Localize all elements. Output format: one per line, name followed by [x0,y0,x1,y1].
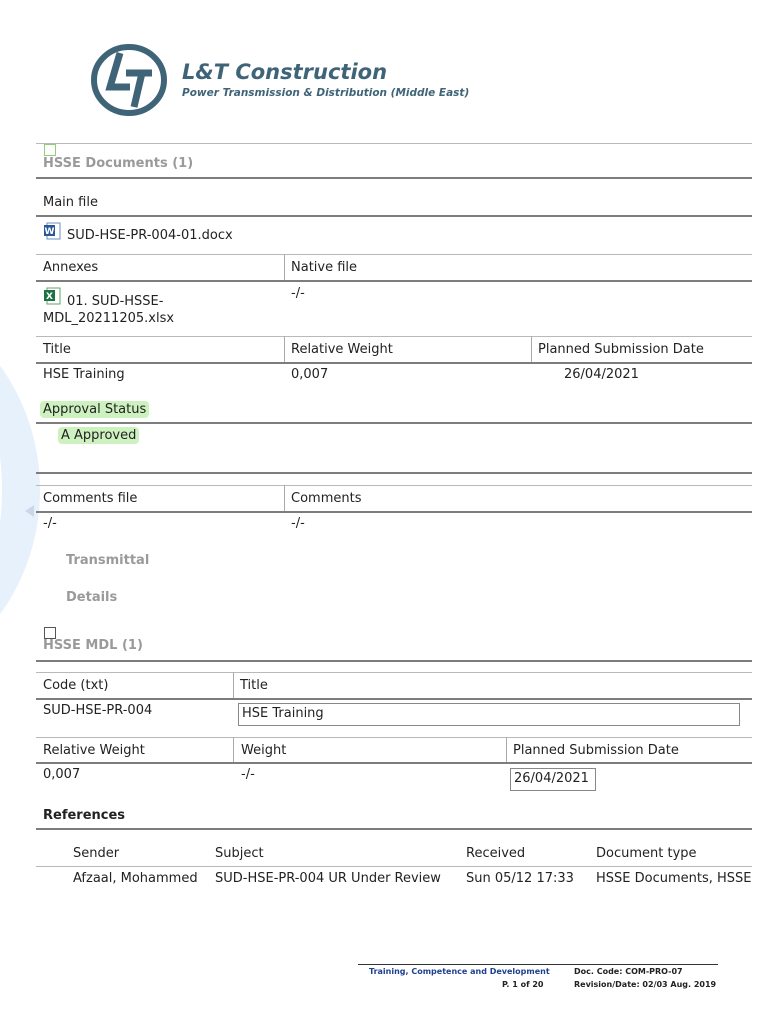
main-file-link[interactable]: SUD-HSE-PR-004-01.docx [67,228,233,243]
hsse-documents-title: HSSE Documents (1) [43,156,194,171]
native-file-label: Native file [291,260,358,275]
divider [36,672,752,673]
svg-text:X: X [46,292,53,302]
footer-section: Training, Competence and Development [369,967,550,976]
divider [36,485,752,486]
divider [36,254,752,255]
company-name: L&T Construction [182,60,388,84]
approval-status-badge: A Approved [58,427,139,444]
footer-page: P. 1 of 20 [502,980,544,989]
cell-document-type: HSSE Documents, HSSE [596,871,752,886]
divider [36,143,752,144]
svg-text:W: W [44,227,55,237]
planned-submission-label: Planned Submission Date [538,342,704,357]
column-header-document-type[interactable]: Document type [596,846,697,861]
table-row[interactable] [36,866,752,892]
column-divider [284,336,285,362]
main-file-label: Main file [43,195,98,210]
column-divider [531,336,532,362]
native-file-value: -/- [291,286,305,301]
annexes-label: Annexes [43,260,99,275]
divider [36,177,752,179]
word-file-icon [43,222,61,240]
column-divider [233,737,234,763]
mdl-planned-submission-label: Planned Submission Date [513,743,679,758]
column-divider [506,737,507,763]
divider [36,422,752,424]
arc-arrow-icon [25,505,34,517]
column-header-sender[interactable]: Sender [73,846,120,861]
divider [36,472,752,474]
title-value: HSE Training [43,367,125,382]
cell-subject: SUD-HSE-PR-004 UR Under Review [215,871,441,886]
comments-label: Comments [291,491,362,506]
divider [36,660,752,662]
footer-doc-code: Doc. Code: COM-PRO-07 [574,967,683,976]
divider [36,698,752,700]
annex-file-link[interactable]: 01. SUD-HSSE- [67,294,164,309]
column-header-received[interactable]: Received [466,846,526,861]
weight-label: Weight [241,743,287,758]
references-title: References [43,808,126,823]
code-value: SUD-HSE-PR-004 [43,703,153,718]
column-divider [284,254,285,280]
divider [36,336,752,337]
division-name: Power Transmission & Distribution (Middle East) [182,87,470,99]
weight-value: -/- [241,767,255,782]
relative-weight-value: 0,007 [291,367,329,382]
relative-weight-label: Relative Weight [291,342,393,357]
cell-sender: Afzaal, Mohammed [73,871,198,886]
cell-received: Sun 05/12 17:33 [466,871,574,886]
mdl-relative-weight-label: Relative Weight [43,743,145,758]
divider [36,511,752,513]
divider [36,280,752,282]
divider [36,762,752,764]
footer-rule [358,964,718,965]
mdl-title-field[interactable]: HSE Training [238,703,740,726]
mdl-planned-submission-field[interactable]: 26/04/2021 [510,768,596,791]
title-label: Title [43,342,71,357]
comments-value: -/- [291,516,305,531]
comments-file-value: -/- [43,516,57,531]
divider [36,737,752,738]
lt-logo-icon [90,43,168,117]
hsse-mdl-title: HSSE MDL (1) [43,638,143,653]
excel-file-icon [43,287,61,305]
approval-status-label: Approval Status [40,401,149,418]
planned-submission-value: 26/04/2021 [564,367,639,382]
divider [36,362,752,364]
column-divider [233,672,234,698]
background-arc [0,290,40,690]
transmittal-label[interactable]: Transmittal [66,553,150,568]
divider [36,215,752,217]
mdl-relative-weight-value: 0,007 [43,767,81,782]
annex-file-link-cont[interactable]: MDL_20211205.xlsx [43,311,175,326]
code-label: Code (txt) [43,678,109,693]
footer-revision: Revision/Date: 02/03 Aug. 2019 [574,980,717,989]
comments-file-label: Comments file [43,491,138,506]
mdl-title-label: Title [240,678,268,693]
column-header-subject[interactable]: Subject [215,846,264,861]
details-label[interactable]: Details [66,590,118,605]
divider [36,828,752,830]
section-checkbox[interactable] [44,144,56,156]
column-divider [284,485,285,511]
